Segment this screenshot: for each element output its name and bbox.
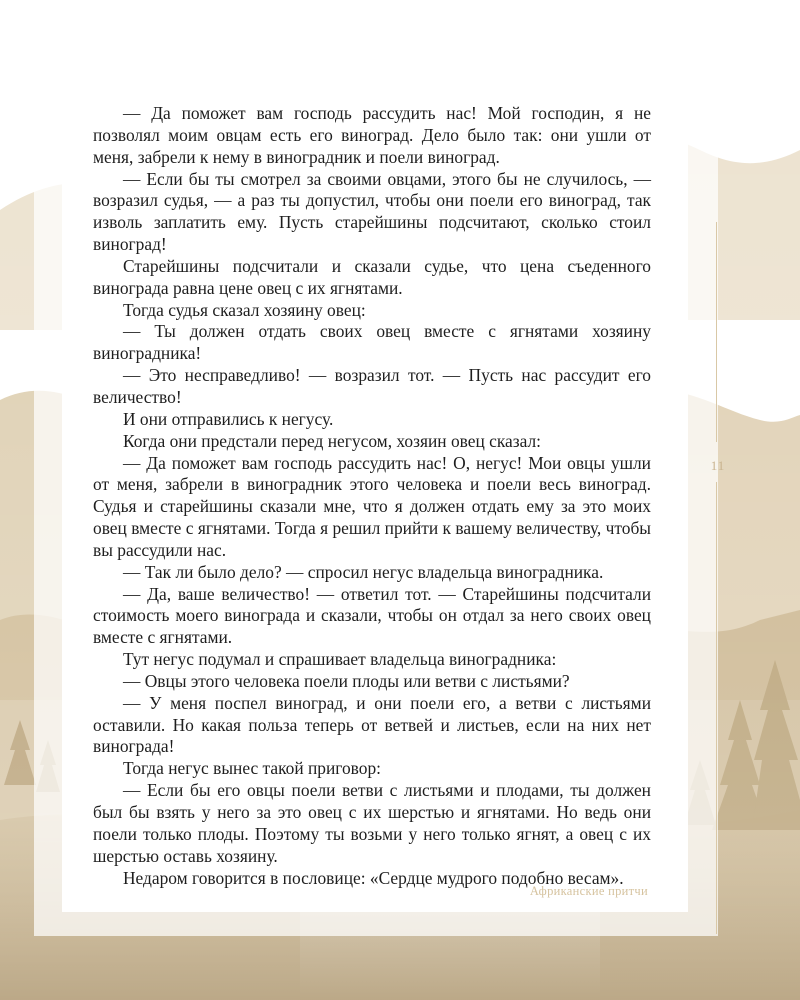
running-footer: Африканские притчи (529, 884, 648, 898)
paragraph: — Так ли было дело? — спросил негус владельца виноградника. (123, 561, 604, 582)
margin-rule-top (716, 222, 717, 442)
paragraph: — Если бы его овцы поели ветви с листьями и плодами, ты должен был бы взять у него за это овец с их шерстью и ягнятами. Но ведь они поели только плоды. Поэтому ты возьми у него только ягнят, а овец с их шерстью оставь хозяину. (93, 780, 651, 866)
paragraph: — Да поможет вам господь рассудить нас! Мой господин, я не позволял моим овцам есть его виноград. Дело было так: они ушли от меня, забрели к нему в виноградник и поели виноград. (93, 103, 651, 167)
paragraph: — Если бы ты смотрел за своими овцами, этого бы не случилось, — возразил судья, — а раз ты допустил, чтобы они поели его виноград, так изволь заплатить ему. Пусть старейшины подсчитают, сколько стоил виноград! (93, 168, 651, 255)
paragraph: Старейшины подсчитали и сказали судье, что цена съеденного винограда равна цене овец с их ягнятами. (93, 255, 651, 298)
paragraph: Когда они предстали перед негусом, хозяин овец сказал: (123, 430, 541, 451)
paragraph: — Да поможет вам господь рассудить нас! О, негус! Мои овцы ушли от меня, забрели в виноградник этого человека и поели весь виноград. Судья и старейшины сказали мне, что я должен отдать ему за это моих овец вместе с ягнятами. Тогда я решил прийти к вашему величеству, чтобы вы рассудили нас. (93, 452, 651, 560)
paragraph: И они отправились к негусу. (123, 408, 334, 429)
parable-text (93, 103, 651, 889)
paragraph: — Да, ваше величество! — ответил тот. — Старейшины подсчитали стоимость моего винограда и сказали, чтобы он отдал за него своих овец вместе с ягнятами. (93, 583, 651, 648)
margin-rule-bottom (716, 482, 717, 934)
paragraph: — Ты должен отдать своих овец вместе с ягнятами хозяину виноградника! (93, 321, 651, 364)
paragraph: Тут негус подумал и спрашивает владельца виноградника: (123, 649, 557, 670)
page-number: 11 (710, 458, 726, 473)
paragraph: Недаром говорится в пословице: «Сердце мудрого подобно весам». (123, 867, 624, 888)
paragraph: — Овцы этого человека поели плоды или ветви с листьями? (123, 670, 570, 691)
paragraph: — Это несправедливо! — возразил тот. — Пусть нас рассудит его величество! (93, 365, 651, 407)
paragraph: Тогда судья сказал хозяину овец: (123, 299, 366, 320)
paragraph: — У меня поспел виноград, и они поели его, а ветви с листьями оставили. Но какая польза теперь от ветвей и листьев, если на них нет винограда! (93, 692, 651, 757)
paragraph: Тогда негус вынес такой приговор: (123, 758, 381, 779)
